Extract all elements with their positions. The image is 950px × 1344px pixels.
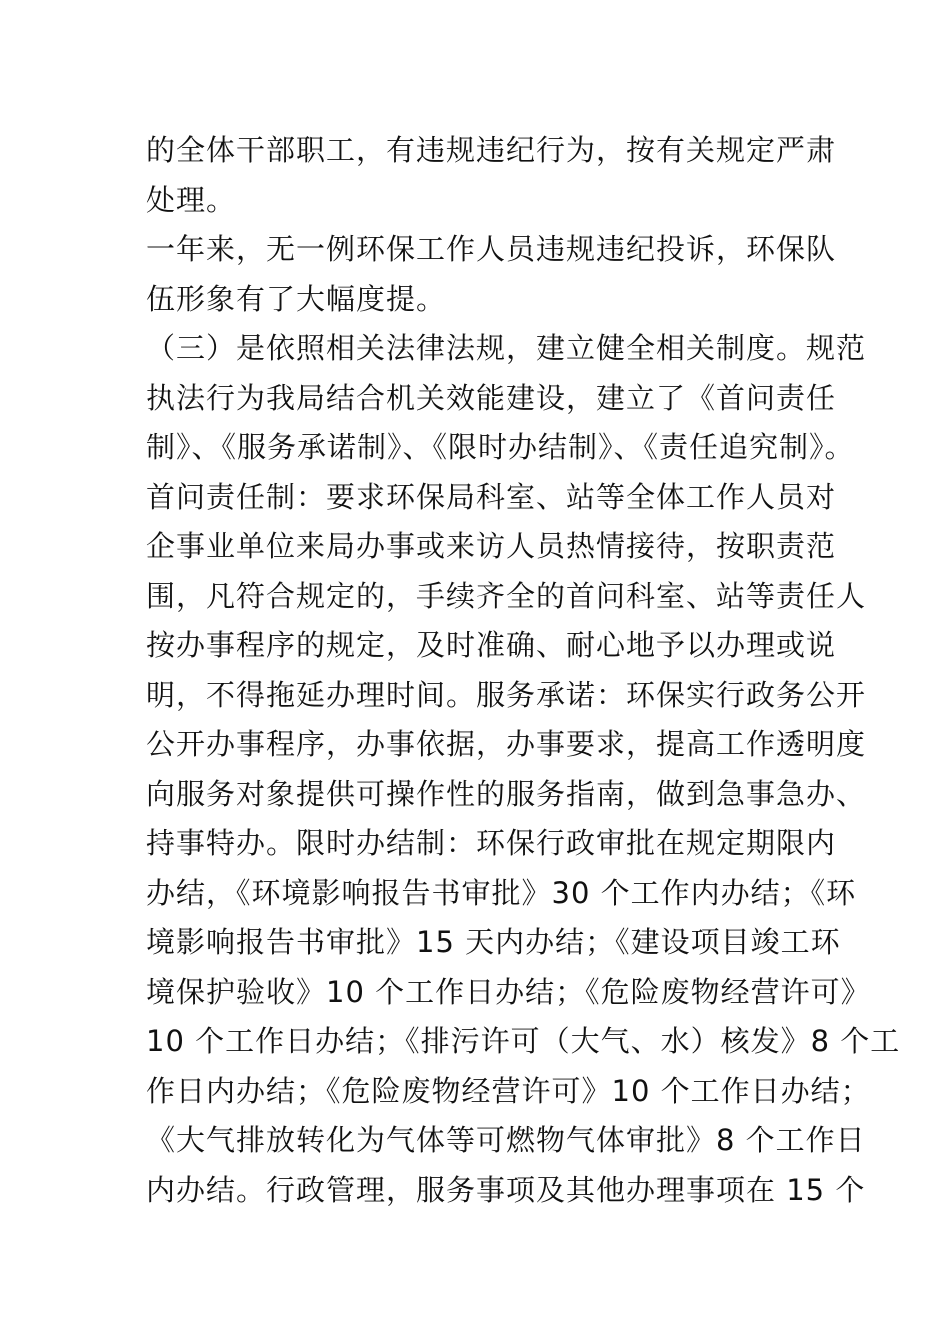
text-line-7: 制》、《服务承诺制》、《限时办结制》、《责任追究制》。	[146, 430, 855, 464]
text-line-8: 首问责任制：要求环保局科室、站等全体工作人员对	[146, 479, 837, 514]
text-line-19: 10 个工作日办结；《排污许可（大气、水）核发》8 个工	[146, 1024, 901, 1058]
text-line-14: 向服务对象提供可操作性的服务指南，做到急事急办、	[146, 776, 867, 811]
text-line-12: 明，不得拖延办理时间。服务承诺：环保实行政务公开	[146, 677, 867, 712]
text-line-11: 按办事程序的规定，及时准确、耐心地予以办理或说	[146, 628, 837, 662]
text-line-5: （三）是依照相关法律法规，建立健全相关制度。规范	[146, 331, 867, 365]
text-line-21: 《大气排放转化为气体等可燃物气体审批》8 个工作日	[146, 1123, 866, 1157]
text-line-1: 的全体干部职工，有违规违纪行为，按有关规定严肃	[146, 133, 837, 167]
text-line-3: 一年来，无一例环保工作人员违规违纪投诉，环保队	[146, 232, 837, 266]
text-line-16: 办结，《环境影响报告书审批》30 个工作内办结；《环	[146, 875, 857, 910]
text-line-9: 企事业单位来局办事或来访人员热情接待，按职责范	[146, 529, 837, 563]
text-line-22: 内办结。行政管理，服务事项及其他办理事项在 15 个	[146, 1172, 866, 1207]
text-line-15: 持事特办。限时办结制：环保行政审批在规定期限内	[146, 826, 837, 860]
text-line-10: 围，凡符合规定的，手续齐全的首问科室、站等责任人	[146, 578, 867, 613]
text-line-4: 伍形象有了大幅度提。	[146, 281, 447, 316]
text-line-20: 作日内办结；《危险废物经营许可》10 个工作日办结；	[146, 1073, 871, 1108]
text-line-18: 境保护验收》10 个工作日办结；《危险废物经营许可》	[146, 974, 871, 1009]
text-line-6: 执法行为我局结合机关效能建设，建立了《首问责任	[146, 380, 837, 415]
text-line-2: 处理。	[146, 182, 237, 217]
text-line-13: 公开办事程序，办事依据，办事要求，提高工作透明度	[146, 727, 867, 761]
body-text	[146, 126, 901, 1215]
text-line-17: 境影响报告书审批》15 天内办结；《建设项目竣工环	[146, 925, 841, 959]
